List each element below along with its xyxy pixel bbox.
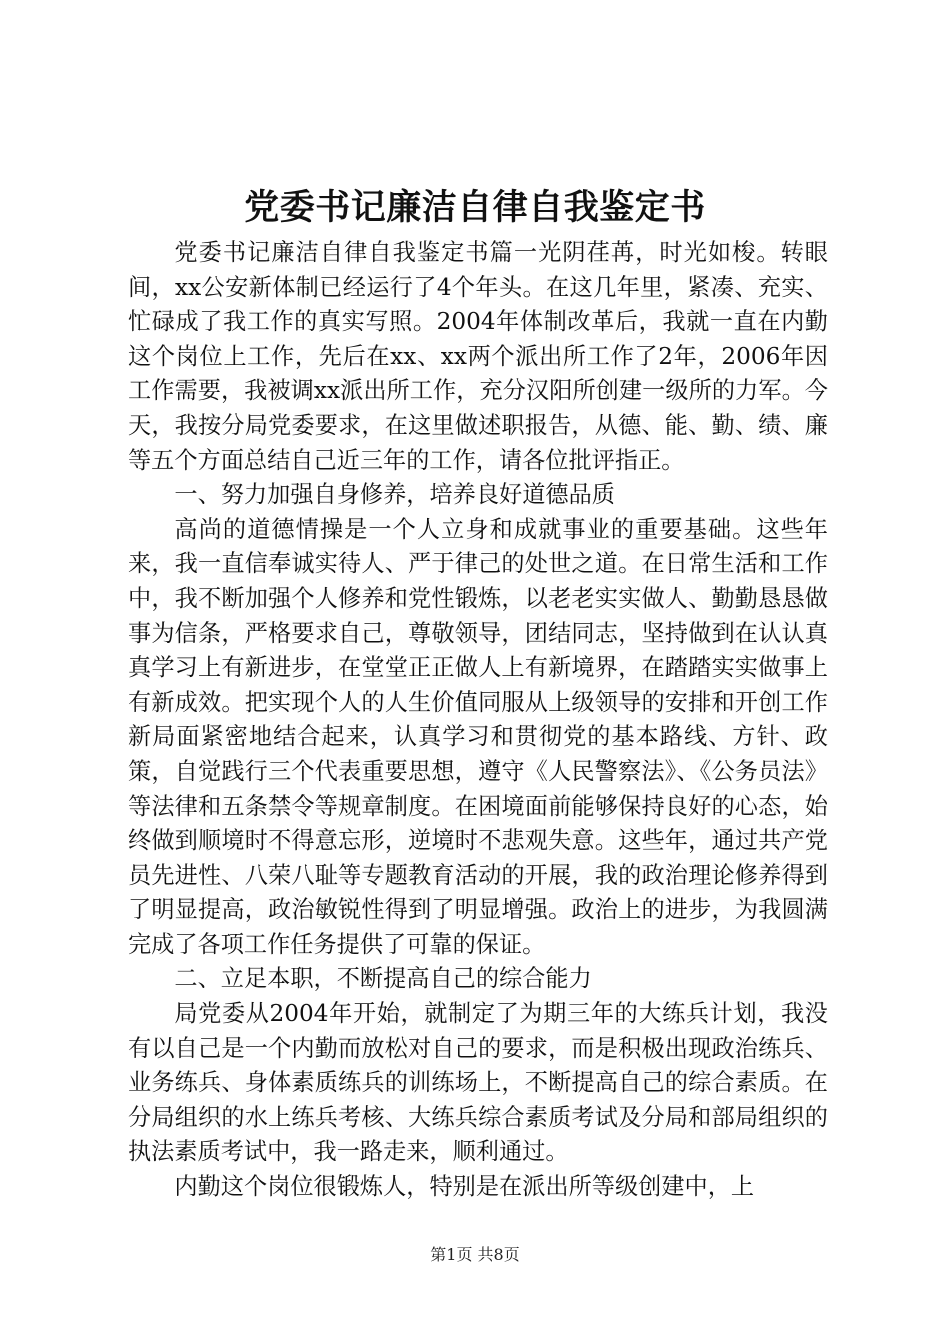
document-body bbox=[128, 236, 828, 1205]
paragraph-section-2: 局党委从2004年开始，就制定了为期三年的大练兵计划，我没有以自己是一个内勤而放松对自己的要求，而是积极出现政治练兵、业务练兵、身体素质练兵的训练场上，不断提高自己的综合素质。在分局组织的水上练兵考核、大练兵综合素质考试及分局和部局组织的执法素质考试中，我一路走来，顺利通过。 bbox=[128, 1000, 828, 1166]
document-title: 党委书记廉洁自律自我鉴定书 bbox=[244, 187, 706, 228]
section-heading-1: 一、努力加强自身修养，培养良好道德品质 bbox=[174, 481, 615, 509]
paragraph-intro: 党委书记廉洁自律自我鉴定书篇一光阴荏苒，时光如梭。转眼间，xx公安新体制已经运行了4个年头。在这几年里，紧凑、充实、忙碌成了我工作的真实写照。2004年体制改革后，我就一直在内勤这个岗位上工作，先后在xx、xx两个派出所工作了2年，2006年因工作需要，我被调xx派出所工作，充分汉阳所创建一级所的力军。今天，我按分局党委要求，在这里做述职报告，从德、能、勤、绩、廉等五个方面总结自己近三年的工作，请各位批评指正。 bbox=[128, 239, 828, 474]
page-number-footer: 第1页 共8页 bbox=[430, 1245, 520, 1264]
paragraph-section-1: 高尚的道德情操是一个人立身和成就事业的重要基础。这些年来，我一直信奉诚实待人、严于律己的处世之道。在日常生活和工作中，我不断加强个人修养和党性锻炼，以老老实实做人、勤勤恳恳做事为信条，严格要求自己，尊敬领导，团结同志，坚持做到在认认真真学习上有新进步，在堂堂正正做人上有新境界，在踏踏实实做事上有新成效。把实现个人的人生价值同服从上级领导的安排和开创工作新局面紧密地结合起来，认真学习和贯彻党的基本路线、方针、政策，自觉践行三个代表重要思想，遵守《人民警察法》、《公务员法》等法律和五条禁令等规章制度。在困境面前能够保持良好的心态，始终做到顺境时不得意忘形，逆境时不悲观失意。这些年，通过共产党员先进性、八荣八耻等专题教育活动的开展，我的政治理论修养得到了明显提高，政治敏锐性得到了明显增强。政治上的进步，为我圆满完成了各项工作任务提供了可靠的保证。 bbox=[128, 515, 828, 958]
paragraph-section-2-continued: 内勤这个岗位很锻炼人，特别是在派出所等级创建中，上 bbox=[174, 1173, 755, 1201]
section-heading-2: 二、立足本职，不断提高自己的综合能力 bbox=[174, 965, 592, 993]
